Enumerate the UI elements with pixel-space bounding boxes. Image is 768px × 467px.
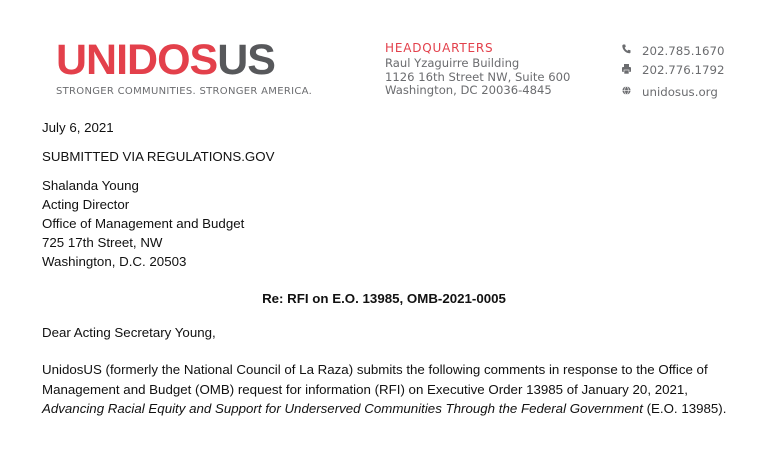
web-contact <box>620 82 725 102</box>
recipient-title: Acting Director <box>42 197 130 212</box>
phone-number: 202.785.1670 <box>642 43 725 58</box>
logo-tagline: STRONGER COMMUNITIES. STRONGER AMERICA. <box>56 86 313 97</box>
body-text: UnidosUS (formerly the National Council of La Raza) submits the following comments in response to the Office of Management and Budget (OMB) request for information (RFI) on Executive Order 13985 of January 20, 2021, <box>42 362 708 397</box>
logo-text-red: UNID <box>56 36 158 84</box>
fax-number: 202.776.1792 <box>642 63 725 78</box>
globe-icon <box>620 86 632 98</box>
logo-wordmark <box>56 36 296 84</box>
fax-contact <box>620 61 725 81</box>
salutation: Dear Acting Secretary Young, <box>42 325 216 340</box>
subject-line: Re: RFI on E.O. 13985, OMB-2021-0005 <box>262 291 506 306</box>
contact-block <box>620 41 725 102</box>
body-tail: (E.O. 13985). <box>646 401 727 416</box>
hq-line: Raul Yzaguirre Building <box>385 56 520 70</box>
hq-label: HEADQUARTERS <box>385 41 494 55</box>
submission-note: SUBMITTED VIA REGULATIONS.GOV <box>42 149 275 164</box>
recipient-street: 725 17th Street, NW <box>42 235 163 250</box>
website-link[interactable]: unidosus.org <box>642 84 718 99</box>
body-italic-title: Advancing Racial Equity and Support for Underserved Communities Through the Federal Government <box>42 401 643 416</box>
fax-icon <box>620 64 632 77</box>
phone-contact <box>620 41 725 61</box>
recipient-name: Shalanda Young <box>42 178 139 193</box>
recipient-city: Washington, D.C. 20503 <box>42 254 187 269</box>
body-paragraph <box>42 360 728 419</box>
phone-icon <box>620 44 632 57</box>
letter-date: July 6, 2021 <box>42 120 114 135</box>
logo-text-red-os: OS <box>157 36 218 84</box>
hq-line: Washington, DC 20036-4845 <box>385 83 552 98</box>
unidosus-logo <box>56 36 313 97</box>
hq-line: 1126 16th Street NW, Suite 600 <box>385 69 571 84</box>
logo-text-gray: US <box>217 36 275 84</box>
recipient-office: Office of Management and Budget <box>42 216 245 231</box>
headquarters-block <box>385 41 570 98</box>
